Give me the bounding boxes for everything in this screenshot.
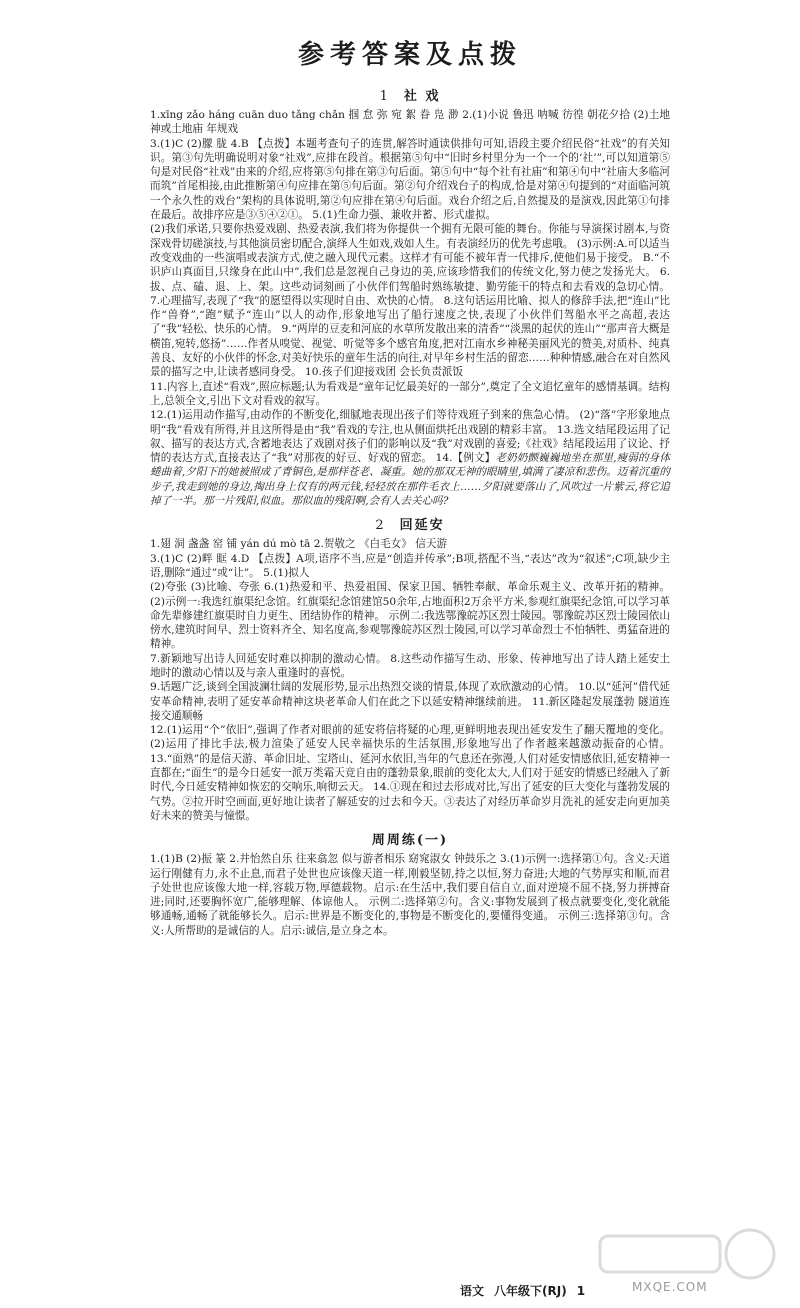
answer-paragraph: 1.翅 洞 盏盏 窑 铺 yán dú mò tā 2.贺敬之 《白毛女》 信天游: [150, 538, 448, 551]
answer-paragraph: 12.(1)运用“个”依旧”,强调了作者对眼前的延安将信将疑的心理,更鲜明地表现出延安发生了翻天覆地的变化。 (2)运用了排比手法,极力渲染了延安人民幸福快乐的生活氛围,形象地写出了作者越来越激动振奋的心情。 13.“面熟”的是信天游、革命旧址、宝塔山、延河水依旧,当年的气息还在弥漫,人们对延安情感依旧,延安精神一直都在;“面生”的是今日延安一派万类霜天竞自由的蓬勃景象,眼前的变化太大,人们对于延安的情感已经融入了新时代,今日延安精神如恢宏的交响乐,响彻云天。 14.①现在和过去形成对比,写出了延安的巨大变化与蓬勃发展的气势。②拉开时空画面,更好地让读者了解延安的过去和今天。③表达了对经历革命岁月洗礼的延安走向更加美好未来的赞美与憧憬。: [150, 724, 670, 822]
section-name: 社 戏: [403, 89, 441, 104]
page-footer: [460, 1282, 595, 1299]
answer-paragraph: 9.话题广泛,谈到全国波澜壮阔的发展形势,显示出热烈交谈的情景,体现了欢欣激动的心情。 10.以“延河”借代延安革命精神,表明了延安革命精神这块老革命人们在此之下以延安精神继续前进。 11.新区隆起发展蓬勃 隧道连接交通顺畅: [150, 681, 670, 722]
section-name: 周周练(一): [371, 833, 449, 849]
answer-paragraph: 1.(1)B (2)振 篆 2.井怡然自乐 往来翕忽 似与游者相乐 窈窕淑女 钟鼓乐之 3.(1)示例一:选择第①句。含义:天道运行刚健有力,永不止息,而君子处世也应该像天道一样,刚毅坚韧,持之以恒,努力奋进;大地的气势厚实和顺,而君子处世也应该像大地一样,容载万物,厚德载物。启示:在生活中,我们要自信自立,面对逆境不屈不挠,努力拼搏奋进;同时,还要胸怀宽广,能够理解、体谅他人。 示例二:选择第②句。含义:事物发展到了极点就要变化,变化就能够通畅,通畅了就能够长久。启示:世界是不断变化的,事物是不断变化的,要懂得变通。 示例三:选择第③句。含义:人所帮助的是诚信的人。启示:诚信,是立身之本。: [150, 853, 670, 937]
watermark-text: MXQE.COM: [632, 1280, 708, 1294]
page-title: 参考答案及点拨: [297, 40, 522, 70]
footer-subject: 语文: [460, 1284, 485, 1298]
section-number: 1: [379, 89, 390, 104]
answer-paragraph: 3.(1)C (2)朦 胧 4.B 【点拨】本题考查句子的连贯,解答时通读供排句可知,语段主要介绍民俗“社戏”的有关知识。第③句先明确说明对象“社戏”,应排在段首。根据第⑤句中“旧时乡村里分为一个一个的‘社’”,可以知道第⑤句是对民俗“社戏”由来的介绍,应将第⑤句排在第③句后面。第⑤句中“每个社有社庙”和第④句中“社庙大多临河而筑”首尾相接,由此推断第④句应排在第⑤句后面。第②句介绍戏台子的构成,恰是对第④句提到的“对面临河筑一个永久性的戏台”架构的具体说明,第②句应排在第④句后面。戏台介绍之后,自然提及的是演戏,因此第①句排在最后。故排序应是③⑤④②①。 5.(1)生命力强、兼收并蓄、形式虚拟。: [150, 137, 670, 222]
answer-paragraph: (2)夸张 (3)比喻、夸张 6.(1)热爱和平、热爱祖国、保家卫国、牺牲奉献、革命乐观主义、改革开拓的精神。 (2)示例一:我选红旗渠纪念馆。红旗渠纪念馆建馆50余年,占地面积2万余平方米,参观红旗渠纪念馆,可以学习革命先辈修建红旗渠时自力更生、团结协作的精神。 示例二:我选鄂豫皖苏区烈士陵园。鄂豫皖苏区烈士陵园依山傍水,建筑时间早、烈士资料齐全、知名度高,参观鄂豫皖苏区烈士陵园,可以学习革命烈士不怕牺牲、勇猛奋进的精神。: [150, 581, 670, 651]
footer-grade: 八年级下(RJ): [494, 1284, 567, 1298]
footer-page-number: 1: [576, 1284, 586, 1298]
section-name: 回延安: [399, 518, 445, 534]
section-heading-2: [150, 514, 670, 533]
answer-page: [150, 28, 670, 938]
answer-paragraph: [150, 408, 670, 508]
section-heading-3: [150, 829, 670, 848]
section-number: 2: [375, 518, 386, 534]
answer-paragraph: 11.内容上,直述“看戏”,照应标题;认为看戏是“童年记忆最美好的一部分”,奠定了全文追忆童年的感情基调。结构上,总领全文,引出下文对看戏的叙写。: [150, 380, 670, 407]
answer-text: 12.(1)运用动作描写,由动作的不断变化,细腻地表现出孩子们等待戏班子到来的焦急心情。 (2)“落”字形象地点明“我”看戏有所得,并且这所得是由“我”看戏的专注,也从侧面烘托出戏剧的精彩丰富。 13.选文结尾段运用了记叙、描写的表达方式,含蓄地表达了戏剧对孩子们的影响以及“我”对戏剧的喜爱;《社戏》结尾段运用了议论、抒情的表达方式,直接表达了“我”对那夜的好豆、好戏的留恋。 14.【例文】: [150, 409, 670, 465]
example-essay: 老奶奶颤巍巍地坐在那里,瘦弱的身体蜷曲着,夕阳下的她被照成了青铜色,是那样苍老、凝重。她的那双无神的眼睛里,填满了凄凉和悲伤。迈着沉重的步子,我走到她的身边,掏出身上仅有的两元钱,轻轻放在那件毛衣上……夕阳就要落山了,风吹过一片紫云,将它追掉了一半。那一片残阳,似血。那似血的残阳啊,会有人去关心吗?: [150, 452, 670, 508]
section-heading-1: [150, 85, 670, 104]
answer-paragraph: (2)我们承诺,只要你热爱戏剧、热爱表演,我们将为你提供一个拥有无限可能的舞台。你能与导演探讨剧本,与资深戏骨切磋演技,与其他演员密切配合,演绎人生如戏,戏如人生。有表演经历的优先考虑哦。 (3)示例:A.可以适当改变戏曲的一些演唱或表演方式,使之融入现代元素。这样才有可能不被年青一代排斥,使他们易于接受。 B.“不识庐山真面目,只缘身在此山中”,我们总是忽视自己身边的美,应该珍惜我们的传统文化,努力使之发扬光大。 6.拔、点、磕、退、上、架。这些动词刻画了小伙伴们驾船时熟练敏捷、勤劳能干的特点和去看戏的急切心情。 7.心理描写,表现了“我”的愿望得以实现时自由、欢快的心情。 8.这句话运用比喻、拟人的修辞手法,把“连山”比作“兽脊”,“跑”赋予“连山”以人的动作,形象地写出了船行速度之快,表现了小伙伴们驾船水平之高超,表达了“我”轻松、快乐的心情。 9.“两岸的豆麦和河底的水草所发散出来的清香”“淡黑的起伏的连山”“那声音大概是横笛,宛转,悠扬”……作者从嗅觉、视觉、听觉等多个感官角度,把对江南水乡神秘美丽风光的赞美,对质朴、纯真善良、友好的小伙伴的怀念,对美好快乐的童年生活的向往,对早年乡村生活的留恋……种种情感,融合在对自然风景的描写之中,让读者感同身受。 10.孩子们迎接戏团 会长负责派饭: [150, 223, 670, 379]
answer-paragraph: 1.xīng zǎo háng cuān duo tǎng chǎn 掴 怠 弥 宛 絮 眷 凫 渺 2.(1)小说 鲁迅 呐喊 彷徨 朝花夕拾 (2)土地神或土地庙 年规戏: [150, 109, 670, 136]
answer-paragraph: 7.新颖地写出诗人回延安时难以抑制的激动心情。 8.这些动作描写生动、形象、传神地写出了诗人踏上延安土地时的激动心情以及与亲人重逢时的喜悦。: [150, 652, 670, 679]
answer-paragraph: 3.(1)C (2)畔 眶 4.D 【点拨】A项,语序不当,应是“创造并传承”;B项,搭配不当,“表达”改为“叙述”;C项,缺少主语,删除“通过”或“让”。 5.(1)拟人: [150, 552, 670, 579]
